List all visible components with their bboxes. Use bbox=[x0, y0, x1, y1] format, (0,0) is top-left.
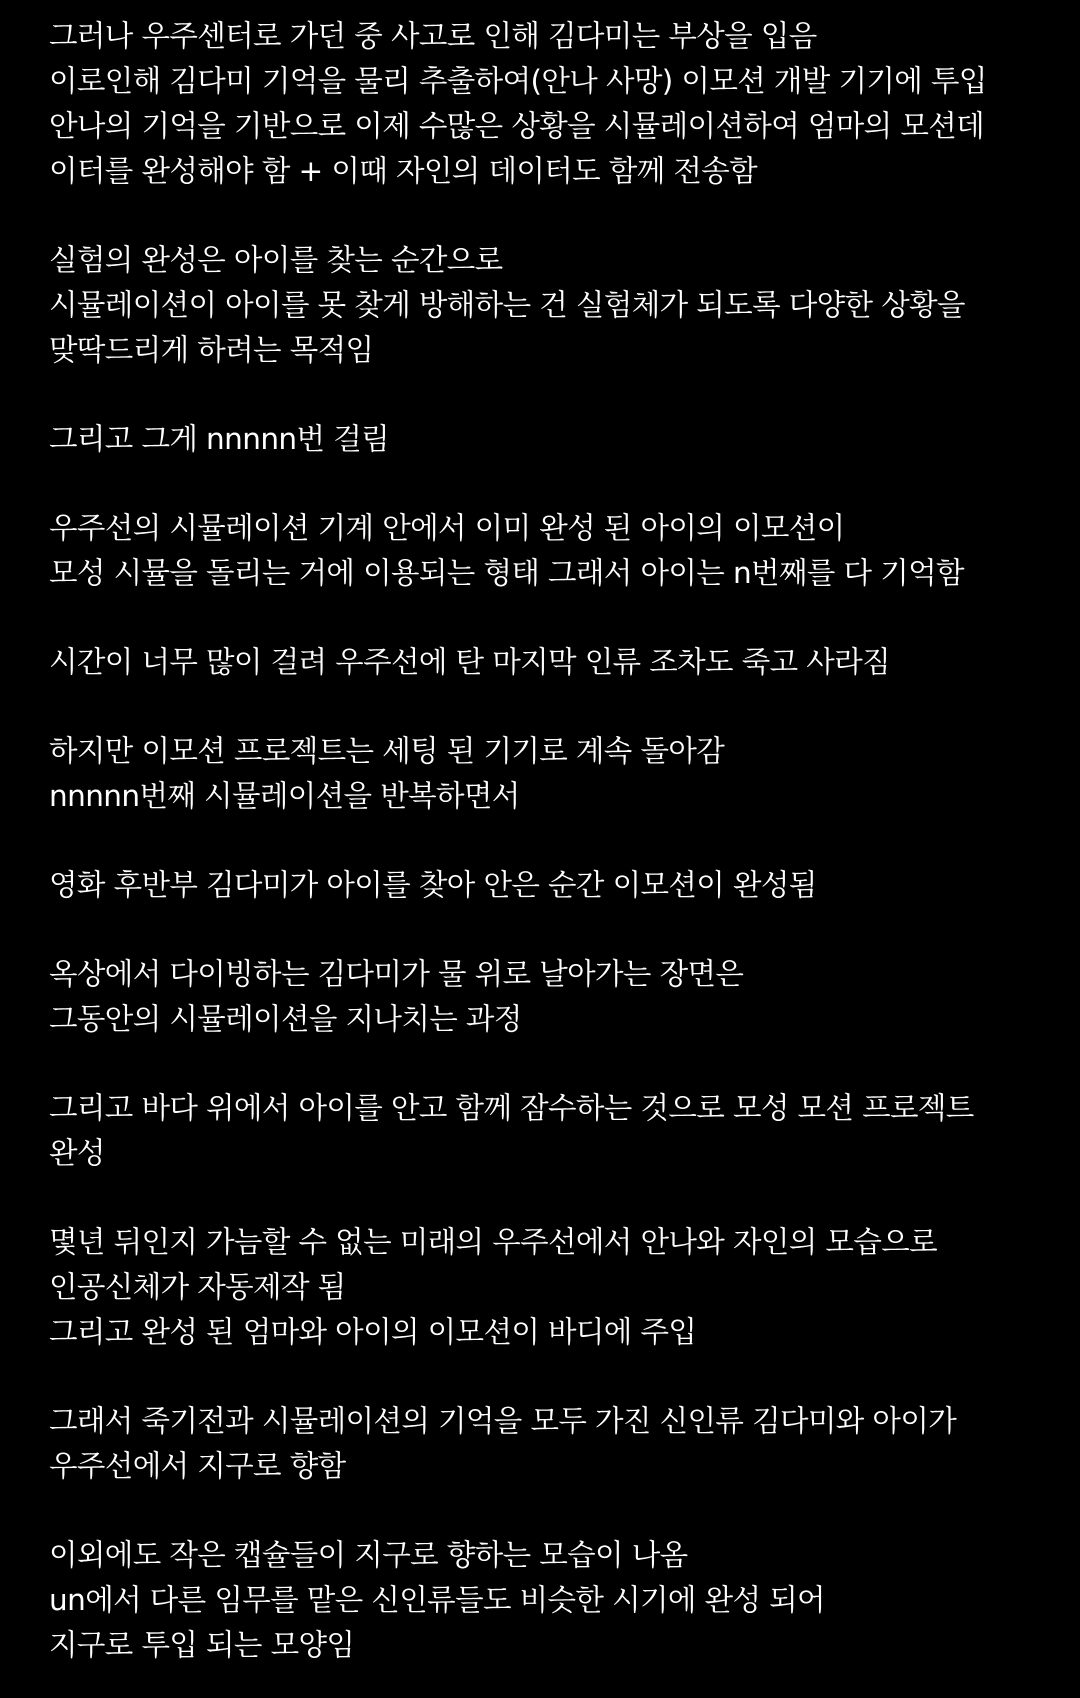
paragraph-spacer bbox=[49, 462, 1059, 506]
paragraph bbox=[49, 640, 1059, 685]
text-line: 시뮬레이션이 아이를 못 찾게 방해하는 건 실험체가 되도록 다양한 상황을 bbox=[49, 288, 965, 322]
text-line: 이터를 완성해야 함 + 이때 자인의 데이터도 함께 전송함 bbox=[49, 154, 758, 188]
paragraph bbox=[49, 506, 1059, 596]
text-line: 그동안의 시뮬레이션을 지나치는 과정 bbox=[49, 1002, 522, 1036]
text-line: 그러나 우주센터로 가던 중 사고로 인해 김다미는 부상을 입음 bbox=[49, 19, 817, 53]
text-line: 안나의 기억을 기반으로 이제 수많은 상황을 시뮬레이션하여 엄마의 모션데 bbox=[49, 109, 985, 143]
paragraph bbox=[49, 1399, 1059, 1489]
paragraph bbox=[49, 417, 1059, 462]
text-line: 모성 시뮬을 돌리는 거에 이용되는 형태 그래서 아이는 n번째를 다 기억함 bbox=[49, 556, 964, 590]
paragraph-spacer bbox=[49, 1355, 1059, 1399]
text-line: 실험의 완성은 아이를 찾는 순간으로 bbox=[49, 243, 503, 277]
text-line: 맞딱드리게 하려는 목적임 bbox=[49, 333, 374, 367]
text-line: 옥상에서 다이빙하는 김다미가 물 위로 날아가는 장면은 bbox=[49, 957, 744, 991]
paragraph-spacer bbox=[49, 1176, 1059, 1220]
text-line: 그래서 죽기전과 시뮬레이션의 기억을 모두 가진 신인류 김다미와 아이가 bbox=[49, 1404, 957, 1438]
paragraph bbox=[49, 729, 1059, 819]
text-line: 그리고 완성 된 엄마와 아이의 이모션이 바디에 주입 bbox=[49, 1315, 697, 1349]
paragraph-spacer bbox=[49, 596, 1059, 640]
text-line: un에서 다른 임무를 맡은 신인류들도 비슷한 시기에 완성 되어 bbox=[49, 1583, 825, 1617]
text-line: 시간이 너무 많이 걸려 우주선에 탄 마지막 인류 조차도 죽고 사라짐 bbox=[49, 645, 890, 679]
text-line: 이외에도 작은 캡슐들이 지구로 향하는 모습이 나옴 bbox=[49, 1538, 688, 1572]
text-line: 완성 bbox=[49, 1136, 105, 1170]
text-line: 그리고 바다 위에서 아이를 안고 함께 잠수하는 것으로 모성 모션 프로젝트 bbox=[49, 1091, 974, 1125]
paragraph-spacer bbox=[49, 194, 1059, 238]
paragraph bbox=[49, 14, 1059, 194]
text-line: 지구로 투입 되는 모양임 bbox=[49, 1628, 355, 1662]
text-line: 우주선에서 지구로 향함 bbox=[49, 1449, 346, 1483]
paragraph bbox=[49, 1220, 1059, 1355]
paragraph-spacer bbox=[49, 819, 1059, 863]
paragraph bbox=[49, 1086, 1059, 1176]
text-line: 그리고 그게 nnnnn번 걸림 bbox=[49, 422, 389, 456]
paragraph-spacer bbox=[49, 373, 1059, 417]
paragraph-spacer bbox=[49, 1489, 1059, 1533]
text-line: 인공신체가 자동제작 됨 bbox=[49, 1270, 346, 1304]
paragraph-spacer bbox=[49, 1042, 1059, 1086]
text-line: 몇년 뒤인지 가늠할 수 없는 미래의 우주선에서 안나와 자인의 모습으로 bbox=[49, 1225, 938, 1259]
paragraph bbox=[49, 952, 1059, 1042]
text-line: nnnnn번째 시뮬레이션을 반복하면서 bbox=[49, 779, 520, 813]
text-line: 이로인해 김다미 기억을 물리 추출하여(안나 사망) 이모션 개발 기기에 투입 bbox=[49, 64, 987, 98]
paragraph-spacer bbox=[49, 908, 1059, 952]
text-line: 우주선의 시뮬레이션 기계 안에서 이미 완성 된 아이의 이모션이 bbox=[49, 511, 845, 545]
paragraph bbox=[49, 863, 1059, 908]
text-line: 하지만 이모션 프로젝트는 세팅 된 기기로 계속 돌아감 bbox=[49, 734, 725, 768]
memo-text bbox=[49, 14, 1059, 1668]
paragraph-spacer bbox=[49, 685, 1059, 729]
paragraph bbox=[49, 1533, 1059, 1668]
text-line: 영화 후반부 김다미가 아이를 찾아 안은 순간 이모션이 완성됨 bbox=[49, 868, 817, 902]
paragraph bbox=[49, 238, 1059, 373]
